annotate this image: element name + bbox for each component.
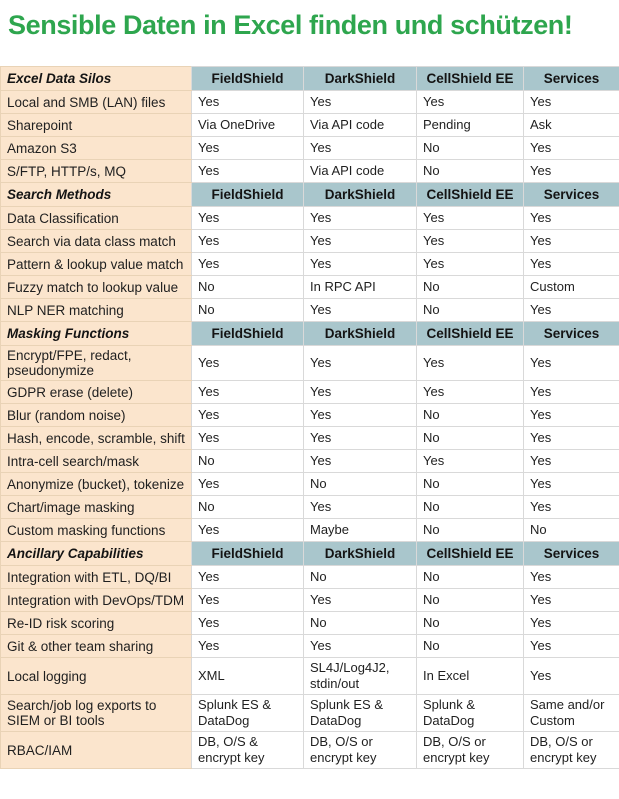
- cell-value: Yes: [417, 450, 524, 473]
- section-title: Search Methods: [1, 183, 192, 207]
- table-row: [1, 612, 619, 635]
- column-header-darkshield: DarkShield: [304, 183, 417, 207]
- row-label: Sharepoint: [1, 114, 192, 137]
- cell-value: Yes: [524, 566, 619, 589]
- cell-value: No: [417, 160, 524, 183]
- cell-value: XML: [192, 658, 304, 695]
- cell-value: DB, O/S or encrypt key: [524, 732, 619, 769]
- row-label: Chart/image masking: [1, 496, 192, 519]
- column-header-services: Services: [524, 67, 619, 91]
- row-label: Local and SMB (LAN) files: [1, 91, 192, 114]
- cell-value: Yes: [304, 91, 417, 114]
- cell-value: Via API code: [304, 160, 417, 183]
- cell-value: No: [192, 450, 304, 473]
- cell-value: In RPC API: [304, 276, 417, 299]
- cell-value: Yes: [304, 450, 417, 473]
- cell-value: SL4J/Log4J2, stdin/out: [304, 658, 417, 695]
- section-title: Masking Functions: [1, 322, 192, 346]
- section-header-row-ancillary-capabilities: [1, 542, 619, 566]
- cell-value: Yes: [192, 346, 304, 381]
- row-label: S/FTP, HTTP/s, MQ: [1, 160, 192, 183]
- row-label: Blur (random noise): [1, 404, 192, 427]
- column-header-cellshield-ee: CellShield EE: [417, 67, 524, 91]
- cell-value: No: [417, 519, 524, 542]
- cell-value: Yes: [417, 230, 524, 253]
- cell-value: Maybe: [304, 519, 417, 542]
- row-label: Pattern & lookup value match: [1, 253, 192, 276]
- cell-value: No: [304, 612, 417, 635]
- cell-value: Pending: [417, 114, 524, 137]
- cell-value: Yes: [524, 473, 619, 496]
- cell-value: Yes: [192, 253, 304, 276]
- cell-value: Yes: [304, 427, 417, 450]
- section-header-row-excel-data-silos: [1, 67, 619, 91]
- cell-value: Yes: [524, 450, 619, 473]
- row-label: Hash, encode, scramble, shift: [1, 427, 192, 450]
- cell-value: Yes: [192, 427, 304, 450]
- cell-value: No: [417, 276, 524, 299]
- table-row: [1, 207, 619, 230]
- comparison-table-body: [1, 67, 619, 769]
- table-row: [1, 589, 619, 612]
- table-row: [1, 346, 619, 381]
- cell-value: Yes: [524, 253, 619, 276]
- row-label: Custom masking functions: [1, 519, 192, 542]
- column-header-services: Services: [524, 322, 619, 346]
- cell-value: No: [417, 589, 524, 612]
- row-label: Encrypt/FPE, redact, pseudonymize: [1, 346, 192, 381]
- row-label: Integration with ETL, DQ/BI: [1, 566, 192, 589]
- row-label: RBAC/IAM: [1, 732, 192, 769]
- cell-value: Yes: [192, 589, 304, 612]
- cell-value: DB, O/S & encrypt key: [192, 732, 304, 769]
- cell-value: No: [192, 276, 304, 299]
- cell-value: Yes: [304, 253, 417, 276]
- table-row: [1, 137, 619, 160]
- cell-value: DB, O/S or encrypt key: [304, 732, 417, 769]
- cell-value: Yes: [524, 346, 619, 381]
- column-header-fieldshield: FieldShield: [192, 322, 304, 346]
- cell-value: Yes: [524, 404, 619, 427]
- table-row: [1, 114, 619, 137]
- cell-value: Yes: [524, 207, 619, 230]
- column-header-fieldshield: FieldShield: [192, 542, 304, 566]
- cell-value: Yes: [192, 207, 304, 230]
- row-label: Intra-cell search/mask: [1, 450, 192, 473]
- table-row: [1, 473, 619, 496]
- cell-value: Same and/or Custom: [524, 695, 619, 732]
- cell-value: No: [417, 566, 524, 589]
- cell-value: No: [417, 635, 524, 658]
- cell-value: Custom: [524, 276, 619, 299]
- cell-value: In Excel: [417, 658, 524, 695]
- cell-value: Yes: [304, 137, 417, 160]
- cell-value: No: [192, 299, 304, 322]
- row-label: Search via data class match: [1, 230, 192, 253]
- cell-value: Yes: [304, 299, 417, 322]
- cell-value: Splunk & DataDog: [417, 695, 524, 732]
- row-label: GDPR erase (delete): [1, 381, 192, 404]
- table-row: [1, 635, 619, 658]
- cell-value: Yes: [192, 91, 304, 114]
- cell-value: Splunk ES & DataDog: [192, 695, 304, 732]
- cell-value: No: [417, 299, 524, 322]
- cell-value: Yes: [524, 496, 619, 519]
- cell-value: Yes: [304, 381, 417, 404]
- cell-value: Yes: [192, 566, 304, 589]
- column-header-darkshield: DarkShield: [304, 542, 417, 566]
- cell-value: Yes: [192, 381, 304, 404]
- cell-value: Yes: [417, 91, 524, 114]
- cell-value: Yes: [524, 658, 619, 695]
- cell-value: No: [304, 566, 417, 589]
- cell-value: No: [417, 137, 524, 160]
- column-header-cellshield-ee: CellShield EE: [417, 183, 524, 207]
- row-label: NLP NER matching: [1, 299, 192, 322]
- cell-value: Ask: [524, 114, 619, 137]
- cell-value: Yes: [524, 137, 619, 160]
- column-header-cellshield-ee: CellShield EE: [417, 322, 524, 346]
- section-header-row-search-methods: [1, 183, 619, 207]
- cell-value: Yes: [192, 137, 304, 160]
- cell-value: Splunk ES & DataDog: [304, 695, 417, 732]
- cell-value: Yes: [192, 473, 304, 496]
- cell-value: Via OneDrive: [192, 114, 304, 137]
- cell-value: DB, O/S or encrypt key: [417, 732, 524, 769]
- table-row: [1, 450, 619, 473]
- cell-value: Yes: [417, 207, 524, 230]
- table-row: [1, 381, 619, 404]
- cell-value: Yes: [192, 635, 304, 658]
- row-label: Anonymize (bucket), tokenize: [1, 473, 192, 496]
- table-row: [1, 519, 619, 542]
- page-title: Sensible Daten in Excel finden und schützen!: [8, 10, 573, 40]
- row-label: Amazon S3: [1, 137, 192, 160]
- column-header-cellshield-ee: CellShield EE: [417, 542, 524, 566]
- cell-value: No: [417, 612, 524, 635]
- cell-value: Via API code: [304, 114, 417, 137]
- table-row: [1, 299, 619, 322]
- cell-value: Yes: [192, 612, 304, 635]
- table-row: [1, 230, 619, 253]
- row-label: Search/job log exports to SIEM or BI tools: [1, 695, 192, 732]
- cell-value: Yes: [524, 612, 619, 635]
- column-header-darkshield: DarkShield: [304, 322, 417, 346]
- cell-value: Yes: [304, 207, 417, 230]
- cell-value: Yes: [192, 160, 304, 183]
- cell-value: No: [192, 496, 304, 519]
- cell-value: Yes: [524, 589, 619, 612]
- row-label: Local logging: [1, 658, 192, 695]
- cell-value: No: [417, 427, 524, 450]
- section-title: Ancillary Capabilities: [1, 542, 192, 566]
- cell-value: Yes: [304, 404, 417, 427]
- cell-value: Yes: [524, 91, 619, 114]
- row-label: Re-ID risk scoring: [1, 612, 192, 635]
- table-row: [1, 732, 619, 769]
- cell-value: No: [417, 404, 524, 427]
- product-comparison-table: [0, 66, 619, 769]
- cell-value: No: [417, 473, 524, 496]
- table-row: [1, 91, 619, 114]
- page: [0, 8, 619, 799]
- row-label: Integration with DevOps/TDM: [1, 589, 192, 612]
- cell-value: Yes: [304, 589, 417, 612]
- section-title: Excel Data Silos: [1, 67, 192, 91]
- cell-value: No: [417, 496, 524, 519]
- column-header-fieldshield: FieldShield: [192, 67, 304, 91]
- cell-value: Yes: [417, 253, 524, 276]
- cell-value: Yes: [304, 496, 417, 519]
- row-label: Fuzzy match to lookup value: [1, 276, 192, 299]
- table-row: [1, 160, 619, 183]
- cell-value: Yes: [417, 346, 524, 381]
- cell-value: Yes: [524, 160, 619, 183]
- table-row: [1, 658, 619, 695]
- cell-value: Yes: [417, 381, 524, 404]
- cell-value: Yes: [524, 299, 619, 322]
- column-header-services: Services: [524, 542, 619, 566]
- table-row: [1, 404, 619, 427]
- table-row: [1, 496, 619, 519]
- table-row: [1, 276, 619, 299]
- column-header-services: Services: [524, 183, 619, 207]
- section-header-row-masking-functions: [1, 322, 619, 346]
- cell-value: Yes: [192, 404, 304, 427]
- cell-value: Yes: [304, 635, 417, 658]
- row-label: Git & other team sharing: [1, 635, 192, 658]
- cell-value: Yes: [304, 230, 417, 253]
- cell-value: No: [304, 473, 417, 496]
- cell-value: Yes: [192, 519, 304, 542]
- row-label: Data Classification: [1, 207, 192, 230]
- table-row: [1, 427, 619, 450]
- cell-value: No: [524, 519, 619, 542]
- table-row: [1, 253, 619, 276]
- cell-value: Yes: [524, 635, 619, 658]
- cell-value: Yes: [524, 427, 619, 450]
- column-header-darkshield: DarkShield: [304, 67, 417, 91]
- column-header-fieldshield: FieldShield: [192, 183, 304, 207]
- table-row: [1, 566, 619, 589]
- cell-value: Yes: [192, 230, 304, 253]
- cell-value: Yes: [524, 381, 619, 404]
- cell-value: Yes: [524, 230, 619, 253]
- cell-value: Yes: [304, 346, 417, 381]
- table-row: [1, 695, 619, 732]
